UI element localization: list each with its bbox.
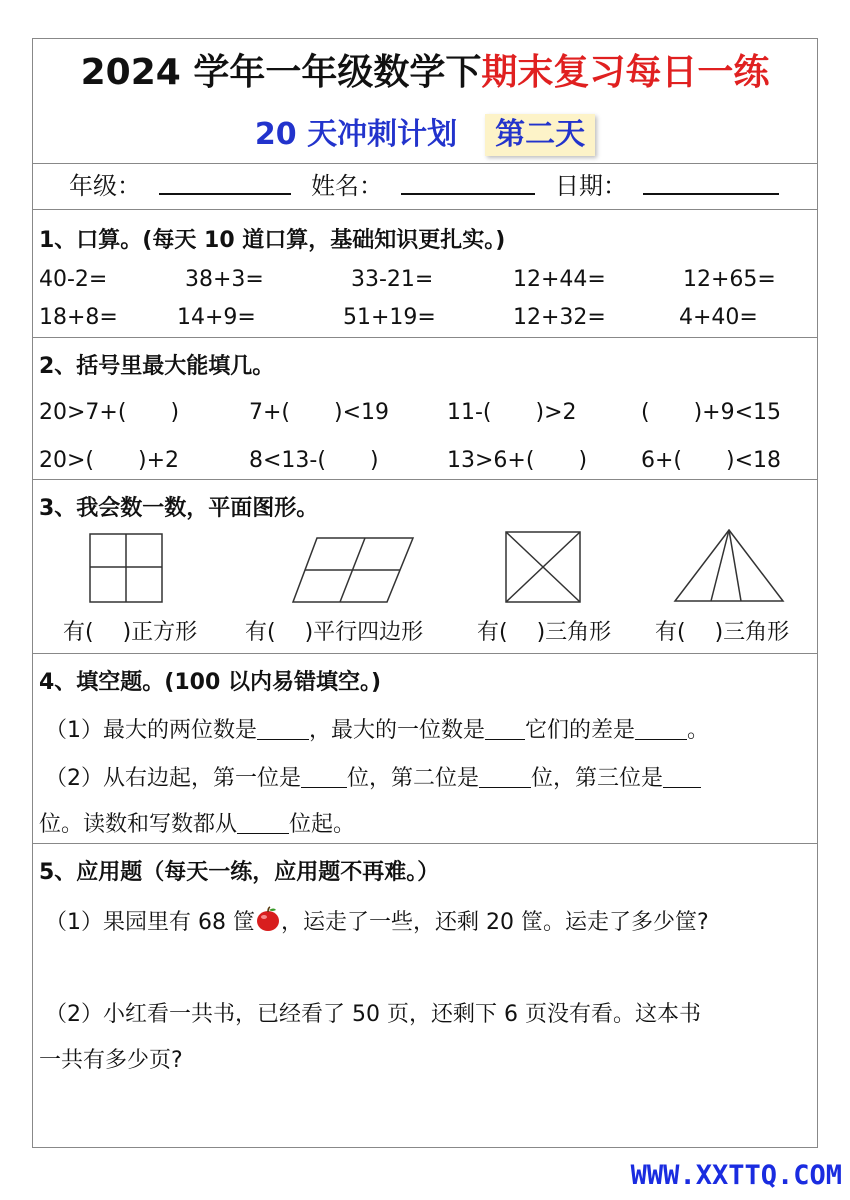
worksheet: [32, 38, 818, 1148]
inequality-item: ( )+9<15: [641, 400, 782, 425]
subtitle: [33, 107, 817, 163]
divider: [33, 209, 817, 210]
divider: [33, 479, 817, 480]
answer-blank[interactable]: [301, 765, 347, 788]
calc-item: 12+32=: [513, 305, 606, 330]
inequality-item: 20>( )+2: [39, 448, 180, 473]
section-4-title: 4、填空题。(100 以内易错填空。): [39, 670, 381, 695]
shape-count-label: 有( )三角形: [477, 620, 612, 645]
calc-item: 38+3=: [185, 267, 264, 292]
shape-count-label: 有( )三角形: [655, 620, 790, 645]
word-problem-2-cont: 一共有多少页?: [39, 1048, 183, 1073]
crossed-square-figure: [505, 531, 581, 603]
calc-item: 12+65=: [683, 267, 776, 292]
student-info-row: [33, 163, 817, 209]
shape-count-label: 有( )平行四边形: [245, 620, 424, 645]
title-main: 2024 学年一年级数学下: [80, 52, 482, 93]
inequality-item: 6+( )<18: [641, 448, 782, 473]
day-tag: 第二天: [485, 114, 595, 156]
answer-blank[interactable]: [485, 717, 525, 740]
shape-count-label: 有( )正方形: [63, 620, 198, 645]
plan-label: 20 天冲刺计划: [254, 117, 458, 152]
page-title: [33, 39, 817, 107]
inequality-item: 20>7+( ): [39, 400, 180, 425]
answer-blank[interactable]: [237, 811, 289, 834]
calc-item: 51+19=: [343, 305, 436, 330]
divider: [33, 653, 817, 654]
divider: [33, 337, 817, 338]
answer-blank[interactable]: [635, 717, 687, 740]
apple-icon: [255, 906, 281, 932]
section-5-title: 5、应用题（每天一练，应用题不再难。）: [39, 860, 440, 885]
calc-item: 12+44=: [513, 267, 606, 292]
section-1-title: 1、口算。(每天 10 道口算，基础知识更扎实。): [39, 228, 506, 253]
grade-label: 年级：: [69, 172, 141, 200]
answer-blank[interactable]: [479, 765, 531, 788]
answer-blank[interactable]: [257, 717, 309, 740]
divider: [33, 843, 817, 844]
calc-item: 33-21=: [351, 267, 434, 292]
inequality-item: 8<13-( ): [249, 448, 379, 473]
date-label: 日期：: [555, 172, 627, 200]
section-2-title: 2、括号里最大能填几。: [39, 354, 275, 379]
calc-item: 4+40=: [679, 305, 758, 330]
calc-item: 14+9=: [177, 305, 256, 330]
fill-question-1: （1）最大的两位数是 ，最大的一位数是 它们的差是 。: [45, 718, 710, 743]
word-problem-2: （2）小红看一共书，已经看了 50 页，还剩下 6 页没有看。这本书: [45, 1002, 701, 1027]
square-grid-figure: [89, 533, 163, 603]
calc-item: 40-2=: [39, 267, 108, 292]
answer-blank[interactable]: [663, 765, 701, 788]
inequality-item: 13>6+( ): [447, 448, 588, 473]
name-label: 姓名：: [311, 172, 383, 200]
calc-item: 18+8=: [39, 305, 118, 330]
section-3-title: 3、我会数一数，平面图形。: [39, 496, 319, 521]
inequality-item: 7+( )<19: [249, 400, 390, 425]
inequality-item: 11-( )>2: [447, 400, 577, 425]
site-watermark: WWW.XXTTQ.COM: [630, 1160, 842, 1191]
title-highlight: 期末复习每日一练: [481, 52, 770, 93]
parallelogram-figure: [291, 537, 415, 603]
fill-question-2: （2）从右边起，第一位是 位，第二位是 位，第三位是: [45, 761, 701, 792]
triangle-figure: [673, 529, 785, 603]
fill-question-2-cont: 位。读数和写数都从 位起。: [39, 812, 356, 837]
word-problem-1: （1）果园里有 68 筐 ，运走了一些，还剩 20 筐。运走了多少筐?: [45, 905, 709, 936]
